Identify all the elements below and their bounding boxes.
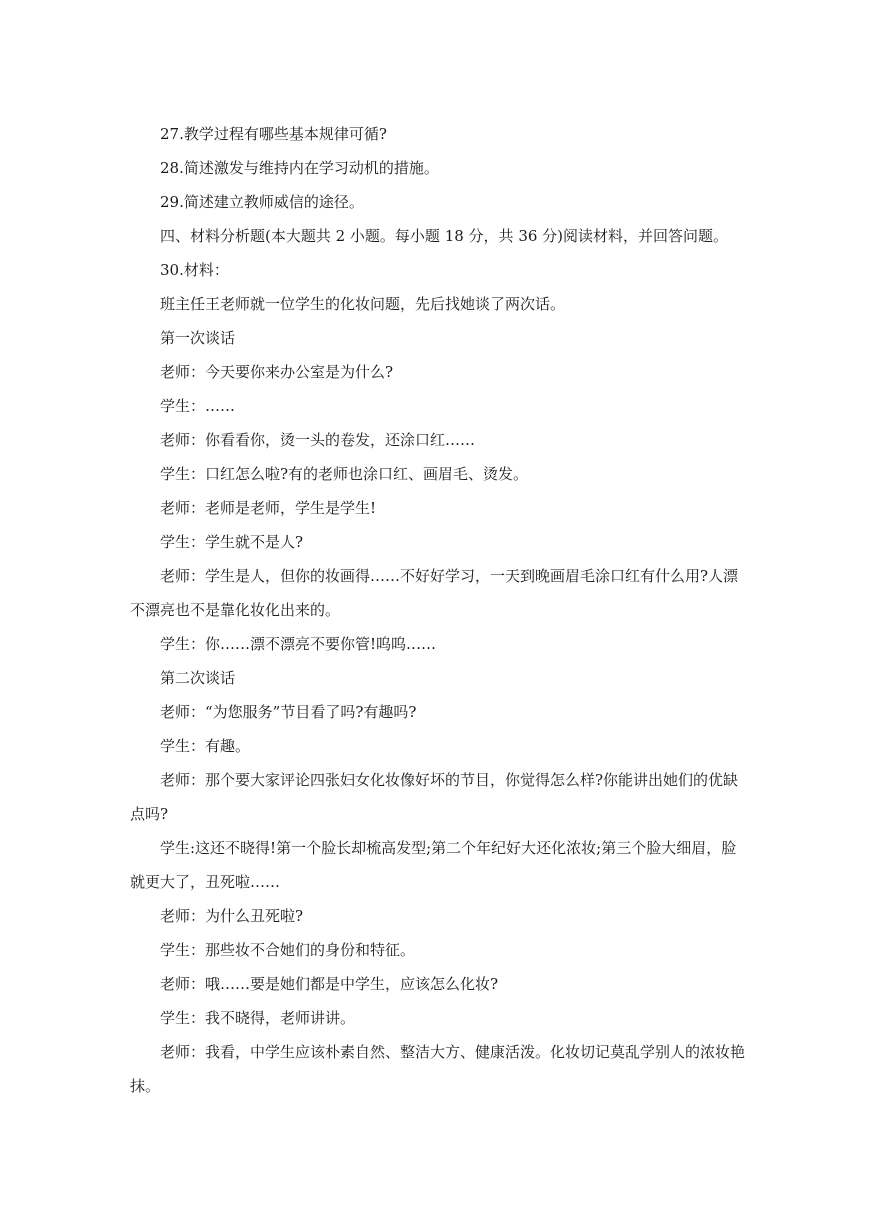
question-29: 29.简述建立教师威信的途径。 bbox=[160, 193, 364, 211]
dialogue-line: 学生：那些妆不合她们的身份和特征。 bbox=[160, 941, 416, 959]
dialogue-line: 老师：学生是人，但你的妆画得……不好好学习，一天到晚画眉毛涂口红有什么用?人漂不漂亮也不是靠化妆化出来的。 bbox=[130, 567, 739, 619]
dialogue-line: 学生：你……漂不漂亮不要你管!呜呜…… bbox=[160, 635, 437, 653]
second-talk-heading: 第二次谈话 bbox=[160, 669, 236, 687]
dialogue-line: 学生：我不晓得，老师讲讲。 bbox=[160, 1009, 356, 1027]
dialogue-line: 学生：有趣。 bbox=[160, 737, 251, 755]
question-27: 27.教学过程有哪些基本规律可循? bbox=[160, 125, 387, 143]
dialogue-line: 老师：今天要你来办公室是为什么? bbox=[160, 363, 394, 381]
dialogue-line: 学生：学生就不是人? bbox=[160, 533, 304, 551]
document-body bbox=[130, 117, 750, 1103]
dialogue-line: 老师：哦……要是她们都是中学生，应该怎么化妆? bbox=[160, 975, 499, 993]
dialogue-line: 老师：那个要大家评论四张妇女化妆像好坏的节目，你觉得怎么样?你能讲出她们的优缺点吗? bbox=[130, 771, 739, 823]
dialogue-line: 老师：老师是老师，学生是学生! bbox=[160, 499, 377, 517]
dialogue-line: 学生：…… bbox=[160, 397, 236, 415]
dialogue-line: 老师：为什么丑死啦? bbox=[160, 907, 304, 925]
dialogue-line: 老师：你看看你，烫一头的卷发，还涂口红…… bbox=[160, 431, 476, 449]
question-30: 30.材料： bbox=[160, 261, 229, 279]
question-28: 28.简述激发与维持内在学习动机的措施。 bbox=[160, 159, 439, 177]
dialogue-line: 老师：我看，中学生应该朴素自然、整洁大方、健康活泼。化妆切记莫乱学别人的浓妆艳抹。 bbox=[130, 1043, 746, 1095]
first-talk-heading: 第一次谈话 bbox=[160, 329, 236, 347]
dialogue-line: 学生：口红怎么啦?有的老师也涂口红、画眉毛、烫发。 bbox=[160, 465, 529, 483]
material-intro: 班主任王老师就一位学生的化妆问题，先后找她谈了两次话。 bbox=[160, 295, 566, 313]
section-heading-material-analysis: 四、材料分析题(本大题共 2 小题。每小题 18 分，共 36 分)阅读材料，并回答问题。 bbox=[160, 227, 729, 245]
dialogue-line: 学生:这还不晓得!第一个脸长却梳高发型;第二个年纪好大还化浓妆;第三个脸大细眉，脸就更大了，丑死啦…… bbox=[130, 839, 737, 891]
dialogue-line: 老师：“为您服务”节目看了吗?有趣吗? bbox=[160, 703, 417, 721]
